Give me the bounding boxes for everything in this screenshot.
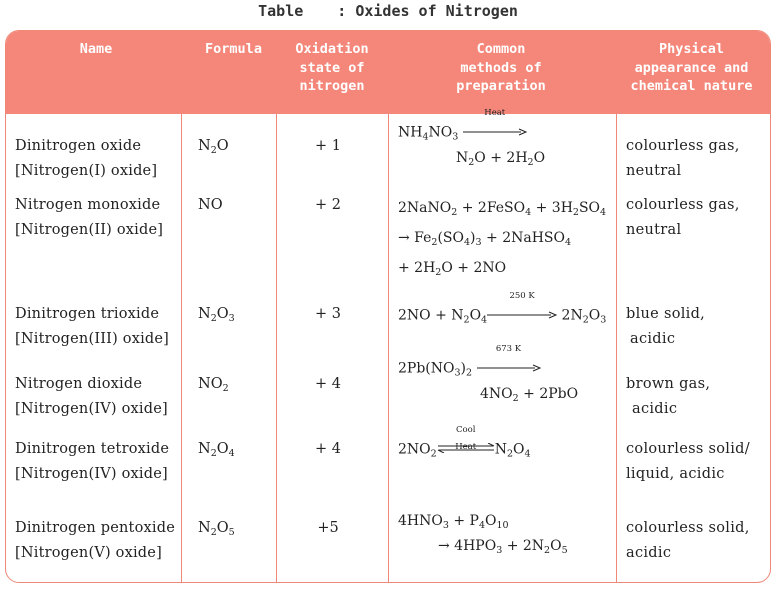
physical-nature bbox=[626, 134, 766, 184]
header-oxidation-line: Oxidation bbox=[295, 41, 369, 57]
reaction-condition: 250 K bbox=[509, 291, 535, 301]
physical-line: colourless gas, bbox=[626, 197, 740, 213]
physical-nature bbox=[626, 437, 766, 487]
oxide-formula: $N_2O$ bbox=[198, 138, 229, 156]
caption-label: Table bbox=[258, 2, 304, 20]
oxide-alt-name: [Nitrogen(III) oxide] bbox=[15, 331, 170, 347]
header-physical-line: Physical bbox=[658, 41, 725, 57]
oxidation-state: + 3 bbox=[315, 306, 341, 322]
header-physical-line: chemical nature bbox=[630, 78, 753, 94]
table-row bbox=[15, 516, 185, 566]
physical-nature bbox=[626, 193, 766, 243]
physical-nature bbox=[626, 302, 766, 352]
table-row bbox=[15, 134, 185, 184]
preparation-method: $2NO_2$ Cool Heat $N_2O_4$ bbox=[398, 437, 618, 463]
reaction-condition: Cool bbox=[455, 425, 476, 435]
physical-line: liquid, acidic bbox=[626, 466, 725, 482]
oxide-alt-name: [Nitrogen(V) oxide] bbox=[15, 545, 162, 561]
table-row bbox=[15, 193, 185, 243]
physical-line: brown gas, bbox=[626, 376, 711, 392]
oxide-name: Nitrogen dioxide bbox=[15, 376, 143, 392]
reaction-arrow bbox=[477, 344, 541, 381]
column-divider bbox=[388, 114, 389, 582]
preparation-method: $4HNO_3 + P_4O_{10}$ → $4HPO_3 + 2N_2O_5$ bbox=[398, 513, 568, 556]
oxide-alt-name: [Nitrogen(II) oxide] bbox=[15, 222, 164, 238]
header-physical-line: appearance and bbox=[634, 59, 749, 76]
preparation-method: $NH_4NO_3$ Heat $N_2O + 2H_2O$ bbox=[398, 108, 546, 168]
table-caption bbox=[0, 2, 776, 20]
physical-line: acidic bbox=[626, 545, 672, 561]
oxide-formula: $NO_2$ bbox=[198, 376, 229, 394]
oxide-name: Dinitrogen oxide bbox=[15, 138, 142, 154]
preparation-method: 2NaNO$_2$ + 2FeSO$_4$ + $3H_2SO_4$ → $Fe_2(SO_4)_3$ + 2NaHSO$_4$ + $2H_2O + 2NO$ bbox=[398, 200, 607, 278]
physical-line: blue solid, bbox=[626, 306, 706, 322]
oxide-alt-name: [Nitrogen(IV) oxide] bbox=[15, 466, 168, 482]
oxide-name: Dinitrogen trioxide bbox=[15, 306, 160, 322]
reaction-condition: Heat bbox=[455, 442, 477, 452]
oxide-formula: $N_2O_5$ bbox=[198, 520, 235, 538]
table-header bbox=[6, 31, 770, 114]
oxidation-state: + 4 bbox=[315, 376, 341, 392]
oxide-name: Dinitrogen tetroxide bbox=[15, 441, 170, 457]
header-preparation-line: Common bbox=[476, 41, 526, 57]
equilibrium-arrow bbox=[437, 425, 495, 462]
oxide-formula: NO bbox=[198, 197, 223, 213]
header-name: Name bbox=[79, 41, 113, 57]
oxidation-state: + 2 bbox=[315, 197, 341, 213]
oxidation-state: + 1 bbox=[315, 138, 341, 154]
table-row bbox=[15, 302, 185, 352]
physical-line: acidic bbox=[632, 401, 678, 417]
column-divider bbox=[276, 114, 277, 582]
oxide-formula: $N_2O_4$ bbox=[198, 441, 235, 459]
oxides-table bbox=[5, 30, 771, 583]
reaction-condition: 673 K bbox=[495, 344, 522, 354]
caption-title: : Oxides of Nitrogen bbox=[337, 2, 518, 20]
header-preparation bbox=[436, 40, 566, 96]
oxide-name: Nitrogen monoxide bbox=[15, 197, 161, 213]
physical-line: acidic bbox=[630, 331, 676, 347]
physical-nature bbox=[626, 372, 766, 422]
physical-line: colourless gas, bbox=[626, 138, 740, 154]
header-physical bbox=[614, 40, 769, 96]
physical-line: colourless solid, bbox=[626, 520, 750, 536]
header-preparation-line: preparation bbox=[456, 78, 546, 94]
header-formula: Formula bbox=[205, 41, 262, 57]
preparation-method: $2Pb(NO_3)_2$ 673 K $4NO_2 + 2PbO$ bbox=[398, 344, 579, 404]
reaction-arrow bbox=[463, 108, 527, 145]
oxide-alt-name: [Nitrogen(IV) oxide] bbox=[15, 401, 168, 417]
oxide-alt-name: [Nitrogen(I) oxide] bbox=[15, 163, 158, 179]
preparation-method: $2NO + N_2O_4$ 250 K $2N_2O_3$ bbox=[398, 303, 618, 329]
table-row bbox=[15, 372, 185, 422]
oxide-formula: $N_2O_3$ bbox=[198, 306, 235, 324]
header-oxidation bbox=[282, 40, 382, 96]
physical-nature bbox=[626, 516, 766, 566]
header-preparation-line: methods of bbox=[460, 59, 542, 76]
table-row bbox=[15, 437, 185, 487]
physical-line: neutral bbox=[626, 163, 682, 179]
header-oxidation-line: nitrogen bbox=[299, 78, 365, 94]
oxide-name: Dinitrogen pentoxide bbox=[15, 520, 175, 536]
physical-line: neutral bbox=[626, 222, 682, 238]
reaction-condition: Heat bbox=[484, 108, 506, 118]
physical-line: colourless solid/ bbox=[626, 441, 750, 457]
oxidation-state: +5 bbox=[317, 520, 339, 536]
reaction-arrow bbox=[487, 291, 557, 328]
header-oxidation-line: state of bbox=[299, 59, 365, 76]
oxidation-state: + 4 bbox=[315, 441, 341, 457]
